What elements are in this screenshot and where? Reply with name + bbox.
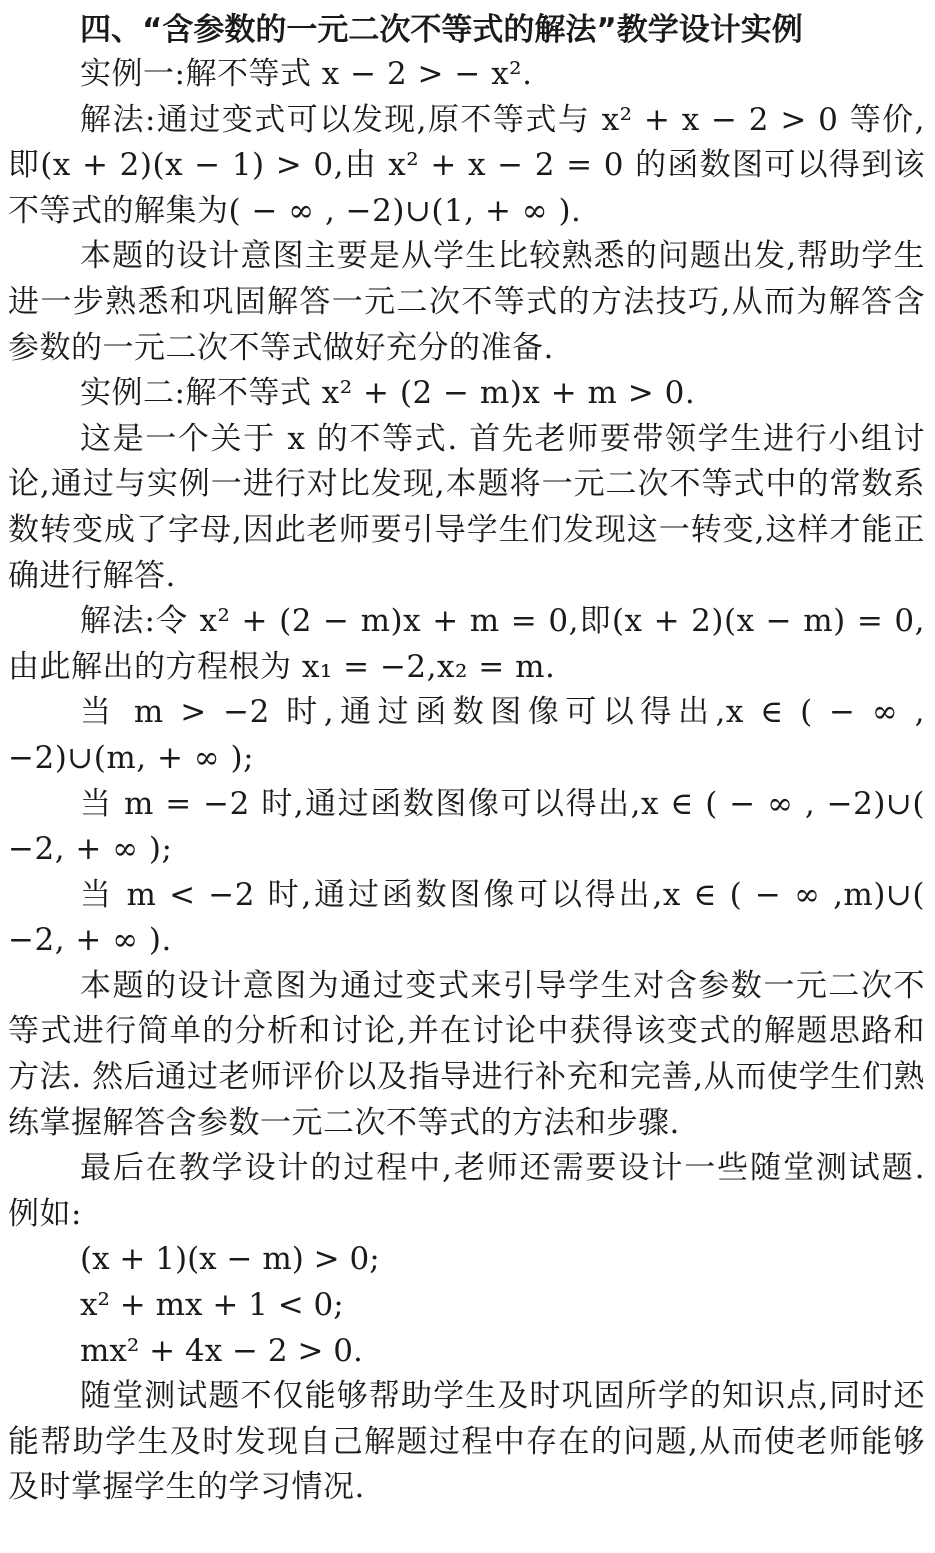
section-title: 四、“含参数的一元二次不等式的解法”教学设计实例 [80, 12, 803, 48]
quiz-formula-3: mx² + 4x − 2 > 0. [80, 1332, 363, 1369]
quiz-formula-1: (x + 1)(x − m) > 0; [80, 1241, 380, 1278]
example-one-intent: 本题的设计意图主要是从学生比较熟悉的问题出发,帮助学生进一步熟悉和巩固解答一元二次不等式的方法技巧,从而为解答含参数的一元二次不等式做好充分的准备. [8, 238, 925, 366]
quiz-formula-2: x² + mx + 1 < 0; [80, 1287, 344, 1324]
quiz-conclusion: 随堂测试题不仅能够帮助学生及时巩固所学的知识点,同时还能帮助学生及时发现自己解题过程中存在的问题,从而使老师能够及时掌握学生的学习情况. [8, 1378, 925, 1506]
case-m-equal: 当 m = −2 时,通过函数图像可以得出,x ∈ ( − ∞ , −2)∪( −2, + ∞ ); [8, 785, 925, 868]
example-one-solution: 解法:通过变式可以发现,原不等式与 x² + x − 2 > 0 等价,即(x + 2)(x − 1) > 0,由 x² + x − 2 = 0 的函数图可以得到该不等式的解集为( − ∞ , −2)∪(1, + ∞ ). [8, 101, 925, 229]
example-two-intent: 本题的设计意图为通过变式来引导学生对含参数一元二次不等式进行简单的分析和讨论,并在讨论中获得该变式的解题思路和方法. 然后通过老师评价以及指导进行补充和完善,从而使学生们熟练掌握解答含参数一元二次不等式的方法和步骤. [8, 967, 925, 1141]
case-m-less: 当 m < −2 时,通过函数图像可以得出,x ∈ ( − ∞ ,m)∪( −2, + ∞ ). [8, 876, 925, 959]
example-one-statement: 实例一:解不等式 x − 2 > − x². [80, 56, 533, 92]
quiz-intro: 最后在教学设计的过程中,老师还需要设计一些随堂测试题. 例如: [8, 1150, 925, 1232]
case-m-greater: 当 m > −2 时,通过函数图像可以得出,x ∈ ( − ∞ , −2)∪(m, + ∞ ); [8, 694, 925, 776]
example-two-statement: 实例二:解不等式 x² + (2 − m)x + m > 0. [80, 375, 696, 412]
example-two-solution: 解法:令 x² + (2 − m)x + m = 0,即(x + 2)(x − m) = 0,由此解出的方程根为 x₁ = −2,x₂ = m. [8, 603, 925, 685]
example-two-discussion: 这是一个关于 x 的不等式. 首先老师要带领学生进行小组讨论,通过与实例一进行对比发现,本题将一元二次不等式中的常数系数转变成了字母,因此老师要引导学生们发现这一转变,这样才能正确进行解答. [8, 420, 925, 594]
